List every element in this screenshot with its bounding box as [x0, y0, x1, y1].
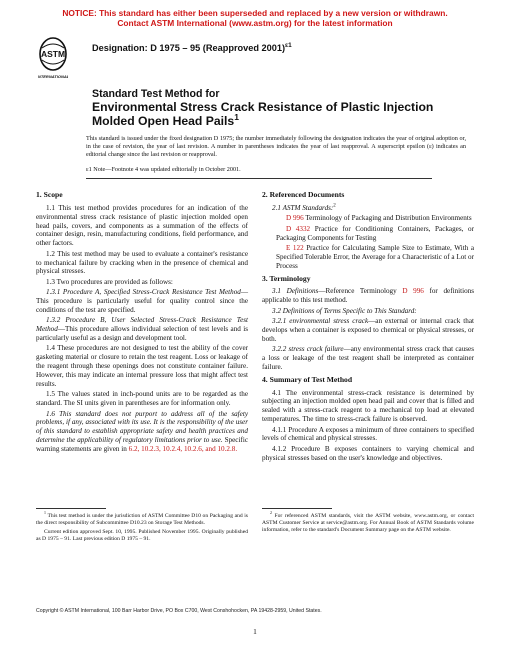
footnote-divider-left: [36, 508, 106, 509]
paragraph-3-2: 3.2 Definitions of Terms Specific to This Standard:: [272, 306, 417, 315]
reference-link[interactable]: D 996: [286, 214, 304, 223]
astm-logo: [38, 36, 68, 82]
document-title: [92, 88, 482, 128]
footnote-1-edition: Current edition approved Sept. 10, 1995. Published November 1995. Originally published as D 1975 – 91. Last previous edition D 1975 – 91.: [36, 529, 248, 542]
paragraph-3-2-2: 3.2.2 stress crack failure—any environmental stress crack that causes a loss or leakage of the test reagent shall be interpreted as container failure.: [262, 345, 474, 371]
paragraph-1-1: 1.1 This test method provides procedures for an indication of the environmental stress crack resistance of plastic injection molded open head pails, covers, and components as a summation of the effects of container design, resin, manufacturing conditions, field performance, and other factors.: [36, 203, 248, 248]
paragraph-1-3-2: 1.3.2 Procedure B, User Selected Stress-Crack Resistance Test Method—This procedure allows individual selection of test levels and is particularly useful as a design and development tool.: [36, 316, 248, 343]
issuance-note: This standard is issued under the fixed designation D 1975; the number immediately following the designation indicates the year of original adoption or, in the case of revision, the year of last revision. A number in parentheses indicates the year of last reapproval. A superscript epsilon (ε) indicates an editorial change since the last revision or reapproval.: [86, 135, 466, 158]
left-column: [36, 191, 248, 455]
paragraph-3-2-1: 3.2.1 environmental stress crack—an external or internal crack that develops when a container is exposed to chemical or physical stresses, or both.: [262, 317, 474, 343]
copyright-line: Copyright © ASTM International, 100 Barr Harbor Drive, PO Box C700, West Conshohocken, PA 19428-2959, United States.: [36, 608, 322, 614]
footnote-2: $^2$ For referenced ASTM standards, visit the ASTM website, www.astm.org, or contact ASTM Customer Service at service@astm.org. For Annual Book of ASTM Standards volume information, refer to the standard's Document Summary page on the ASTM website.: [262, 511, 474, 533]
epsilon-note: ε1 Note—Footnote 4 was updated editorially in October 2001.: [86, 166, 241, 173]
paragraph-1-4: 1.4 These procedures are not designed to test the ability of the cover gasketing material or closure to retain the test reagent. Loss or leakage of the reagent through these openings does not constitute container failure. However, this may indicate an internal pressure loss that might affect test results.: [36, 344, 248, 388]
paragraph-4-1-2: 4.1.2 Procedure B exposes containers to varying chemical and physical stresses based on the user's knowledge and objectives.: [262, 444, 474, 462]
warning-section-links[interactable]: 6.2, 10.2.3, 10.2.4, 10.2.6, and 10.2.8.: [128, 444, 238, 453]
title-line-3: Molded Open Head Pails$^1$: [92, 111, 239, 128]
paragraph-4-1-1: 4.1.1 Procedure A exposes a minimum of three containers to specified levels of chemical and physical stresses.: [262, 425, 474, 443]
page-number: 1: [253, 627, 257, 636]
paragraph-1-6: 1.6 This standard does not purport to address all of the safety problems, if any, associated with its use. It is the responsibility of the user of this standard to establish appropriate safety and health practices and determine the applicability of regulatory limitations prior to use. Specific warning statements are given in 6.2, 10.2.3, 10.2.4, 10.2.6, and 10.2.8.: [36, 409, 248, 453]
paragraph-2-1: 2.1 ASTM Standards:$^2$: [272, 203, 336, 212]
section-heading-terminology: 3. Terminology: [262, 273, 311, 283]
notice-line-2: Contact ASTM International (www.astm.org) for the latest information: [117, 18, 393, 28]
notice-line-1: NOTICE: This standard has either been superseded and replaced by a new version or withdrawn.: [62, 8, 448, 18]
reference-link[interactable]: E 122: [286, 244, 304, 252]
paragraph-1-3-1: 1.3.1 Procedure A, Specified Stress-Crack Resistance Test Method—This procedure is particularly useful for quality control since the conditions of the test are specified.: [36, 288, 248, 314]
reference-link[interactable]: D 996: [402, 287, 424, 296]
astm-logo-icon: [38, 36, 68, 82]
paragraph-1-2: 1.2 This test method may be used to evaluate a container's resistance to mechanical failure by cracking when in the presence of chemical and physical stresses.: [36, 249, 248, 276]
paragraph-3-1: 3.1 Definitions—Reference Terminology D 996 for definitions applicable to this test method.: [262, 287, 474, 305]
section-heading-scope: 1. Scope: [36, 190, 63, 199]
title-line-2: Environmental Stress Crack Resistance of Plastic Injection: [92, 100, 434, 114]
header-divider: [86, 178, 432, 179]
paragraph-1-3: 1.3 Two procedures are provided as follows:: [46, 277, 173, 286]
footnotes-right: [262, 513, 474, 536]
withdrawal-notice: [0, 8, 510, 28]
section-heading-summary: 4. Summary of Test Method: [262, 374, 353, 384]
paragraph-4-1: 4.1 The environmental stress-crack resistance is determined by subjecting an injection molded open head pail and cover that is filled and sealed with a stress-crack reagent to a mechanical top load at elevated temperatures. The time to stress-crack failure is observed.: [262, 388, 474, 424]
svg-text:ASTM: ASTM: [40, 49, 66, 59]
footnotes-left: [36, 513, 248, 545]
section-heading-referenced-documents: 2. Referenced Documents: [262, 190, 345, 199]
svg-text:INTERNATIONAL: INTERNATIONAL: [38, 74, 68, 79]
title-line-1: Standard Test Method for: [92, 88, 220, 100]
reference-e122: E 122 Practice for Calculating Sample Size to Estimate, With a Specified Tolerable Error, the Average for a Characteristic of a Lot or Process: [276, 244, 475, 270]
designation: Designation: D 1975 – 95 (Reapproved 2001)$^{\varepsilon 1}$: [92, 41, 292, 53]
paragraph-1-5: 1.5 The values stated in inch-pound units are to be regarded as the standard. The SI units given in parentheses are for information only.: [36, 390, 248, 408]
reference-d996: D 996 Terminology of Packaging and Distribution Environments: [286, 214, 472, 223]
reference-link[interactable]: D 4332: [286, 224, 311, 233]
right-column: [262, 191, 474, 464]
footnote-divider-right: [262, 508, 332, 509]
reference-d4332: D 4332 Practice for Conditioning Containers, Packages, or Packaging Components for Testing: [276, 224, 474, 242]
footnote-1: $^1$ This test method is under the jurisdiction of ASTM Committee D10 on Packaging and is the direct responsibility of Subcommittee D10.23 on Storage Test Methods.: [36, 511, 248, 526]
